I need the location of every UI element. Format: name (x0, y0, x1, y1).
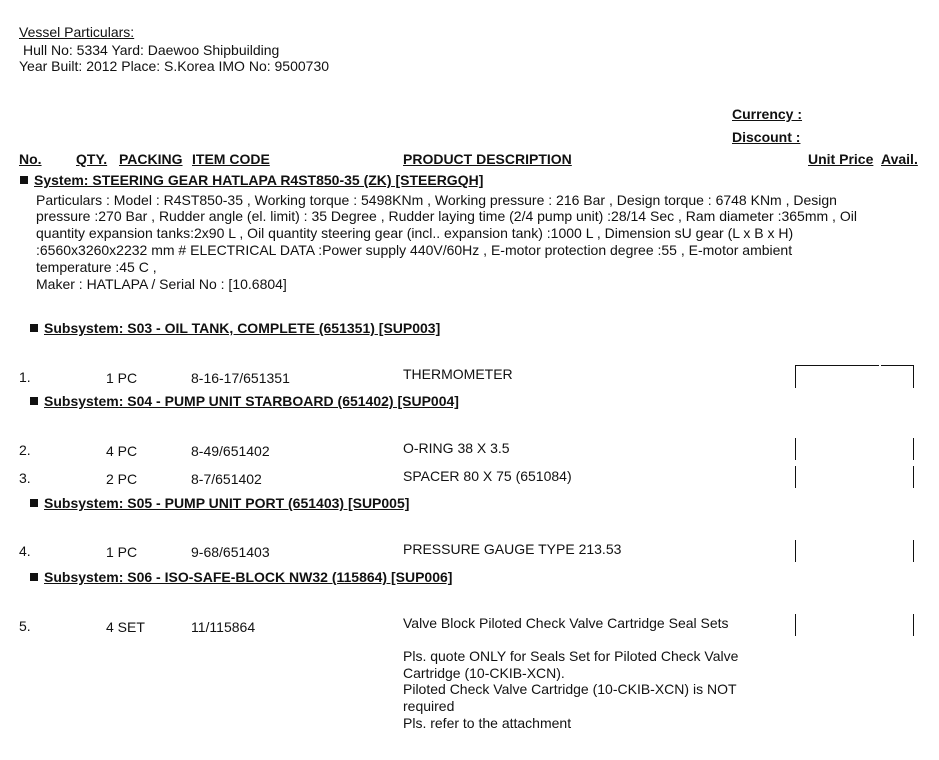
system-particulars-line: Particulars : Model : R4ST850-35 , Working torque : 5498KNm , Working pressure : 216 Bar , Design torque : 6748 KNm , Design (36, 192, 837, 208)
bullet-square-icon (30, 324, 38, 332)
item-no: 1. (19, 369, 31, 385)
item-note-line: Pls. quote ONLY for Seals Set for Piloted Check Valve (403, 648, 739, 664)
system-maker-serial: Maker : HATLAPA / Serial No : [10.6804] (36, 276, 287, 292)
item-note-line: Cartridge (10-CKIB-XCN). (403, 665, 565, 681)
discount-label: Discount : (732, 129, 801, 145)
avail-input[interactable] (913, 540, 914, 562)
unit-price-input[interactable] (795, 466, 796, 488)
subsystem-title: Subsystem: S04 - PUMP UNIT STARBOARD (651402) [SUP004] (30, 393, 459, 409)
item-description: PRESSURE GAUGE TYPE 213.53 (403, 541, 622, 557)
item-qty: 4 PC (106, 443, 138, 459)
avail-input[interactable] (913, 614, 914, 636)
item-note-line: Piloted Check Valve Cartridge (10-CKIB-XCN) is NOT (403, 681, 737, 697)
unit-price-input[interactable] (795, 540, 796, 562)
item-qty: 1 PC (106, 544, 138, 560)
currency-label: Currency : (732, 106, 803, 122)
unit-price-input[interactable] (795, 365, 879, 388)
item-description: Valve Block Piloted Check Valve Cartridge Seal Sets (403, 615, 729, 631)
system-particulars-line: temperature :45 C , (36, 259, 157, 275)
item-code: 8-16-17/651351 (191, 370, 290, 386)
subsystem-title: Subsystem: S06 - ISO-SAFE-BLOCK NW32 (115864) [SUP006] (30, 569, 452, 585)
item-code: 8-7/651402 (191, 471, 262, 487)
item-description: O-RING 38 X 3.5 (403, 440, 510, 456)
column-header-unit-price: Unit Price (808, 151, 874, 167)
column-header-product-description: PRODUCT DESCRIPTION (403, 151, 572, 167)
item-no: 5. (19, 618, 31, 634)
item-no: 3. (19, 470, 31, 486)
bullet-square-icon (20, 176, 28, 184)
column-header-avail: Avail. (881, 151, 918, 167)
item-qty: 4 SET (106, 619, 145, 635)
column-header-packing: PACKING (119, 151, 183, 167)
unit-price-input[interactable] (795, 614, 796, 636)
subsystem-title: Subsystem: S05 - PUMP UNIT PORT (651403) [SUP005] (30, 495, 409, 511)
avail-input[interactable] (881, 365, 914, 388)
system-particulars-line: pressure :270 Bar , Rudder angle (el. limit) : 35 Degree , Rudder laying time (2/4 pump unit) :28/14 Sec , Ram diameter :365mm , Oil (36, 208, 857, 224)
system-title: System: STEERING GEAR HATLAPA R4ST850-35 (ZK) [STEERGQH] (20, 172, 483, 188)
item-note-line: Pls. refer to the attachment (403, 715, 572, 731)
unit-price-input[interactable] (795, 438, 796, 460)
column-header-no: No. (19, 151, 42, 167)
item-code: 11/115864 (191, 619, 256, 635)
bullet-square-icon (30, 397, 38, 405)
bullet-square-icon (30, 573, 38, 581)
column-header-qty: QTY. (76, 151, 108, 167)
vessel-hull-yard: Hull No: 5334 Yard: Daewoo Shipbuilding (23, 42, 280, 58)
avail-input[interactable] (913, 466, 914, 488)
item-no: 2. (19, 442, 31, 458)
avail-input[interactable] (913, 438, 914, 460)
vessel-heading: Vessel Particulars: (19, 24, 135, 40)
bullet-square-icon (30, 499, 38, 507)
item-description: THERMOMETER (403, 366, 513, 382)
subsystem-title: Subsystem: S03 - OIL TANK, COMPLETE (651351) [SUP003] (30, 320, 440, 336)
system-particulars-line: quantity expansion tanks:2x90 L , Oil quantity steering gear (incl.. expansion tank) :1000 L , Dimension sU gear (L x B x H) (36, 225, 794, 241)
item-code: 8-49/651402 (191, 443, 270, 459)
item-note-line: required (403, 698, 455, 714)
item-qty: 1 PC (106, 370, 138, 386)
item-description: SPACER 80 X 75 (651084) (403, 468, 572, 484)
column-header-item-code: ITEM CODE (192, 151, 270, 167)
system-particulars-line: :6560x3260x2232 mm # ELECTRICAL DATA :Power supply 440V/60Hz , E-motor protection degree :55 , E-motor ambient (36, 242, 793, 258)
item-qty: 2 PC (106, 471, 138, 487)
item-no: 4. (19, 543, 31, 559)
item-code: 9-68/651403 (191, 544, 270, 560)
vessel-year-place-imo: Year Built: 2012 Place: S.Korea IMO No: 9500730 (19, 58, 330, 74)
